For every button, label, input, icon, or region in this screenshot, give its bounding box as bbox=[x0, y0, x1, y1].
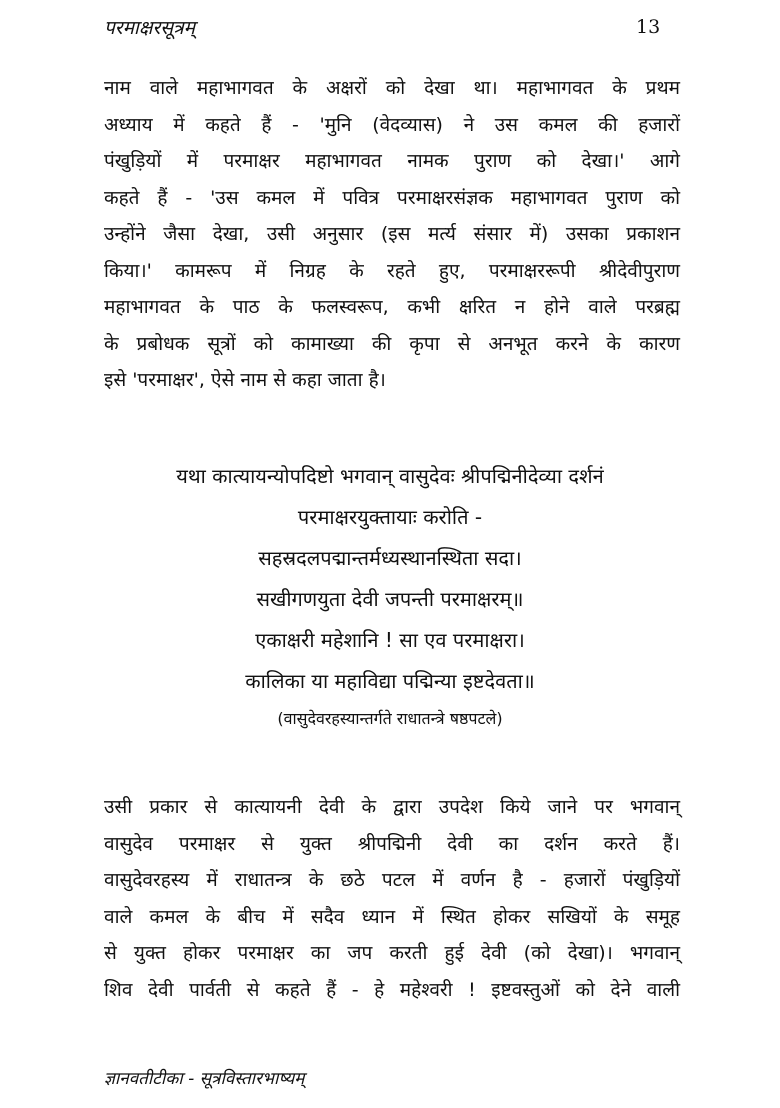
text-line: नाम वाले महाभागवत के अक्षरों को देखा था। महाभागवत के प्रथम bbox=[104, 77, 680, 99]
running-head-title: परमाक्षरसूत्रम् bbox=[104, 17, 195, 39]
footer-title: ज्ञानवतीटीका - सूत्रविस्तारभाष्यम् bbox=[104, 1069, 305, 1089]
verse-line: यथा कात्यायन्योपदिष्टो भगवान् वासुदेवः श्रीपद्मिनीदेव्या दर्शनं bbox=[176, 464, 604, 488]
text-line: से युक्त होकर परमाक्षर का जप करती हुई देवी (को देखा)। भगवान् bbox=[104, 942, 680, 964]
text-line: अध्याय में कहते हैं - 'मुनि (वेदव्यास) ने उस कमल की हजारों bbox=[104, 113, 680, 136]
text-line: पंखुड़ियों में परमाक्षर महाभागवत नामक पुराण को देखा।' आगे bbox=[104, 150, 680, 172]
text-line: इसे 'परमाक्षर', ऐसे नाम से कहा जाता है। bbox=[104, 369, 386, 391]
verse-line: एकाक्षरी महेशानि ! सा एव परमाक्षरा। bbox=[255, 628, 525, 652]
text-line: वासुदेवरहस्य में राधातन्त्र के छठे पटल में वर्णन है - हजारों पंखुड़ियों bbox=[104, 869, 680, 891]
text-line: कहते हैं - 'उस कमल में पवित्र परमाक्षरसंज्ञक महाभागवत पुराण को bbox=[104, 186, 680, 209]
text-line: महाभागवत के पाठ के फलस्वरूप, कभी क्षरित न होने वाले परब्रह्म bbox=[104, 296, 680, 318]
text-line: शिव देवी पार्वती से कहते हैं - हे महेश्वरी ! इष्टवस्तुओं को देने वाली bbox=[104, 978, 680, 1001]
verse-source-citation: (वासुदेवरहस्यान्तर्गते राधातन्त्रे षष्ठपटले) bbox=[277, 709, 503, 728]
verse-line: कालिका या महाविद्या पद्मिन्या इष्टदेवता॥ bbox=[245, 669, 535, 693]
text-line: उन्होंने जैसा देखा, उसी अनुसार (इस मर्त्य संसार में) उसका प्रकाशन bbox=[104, 223, 680, 245]
text-line: किया।' कामरूप में निग्रह के रहते हुए, परमाक्षररूपी श्रीदेवीपुराण bbox=[104, 259, 680, 282]
text-line: वासुदेव परमाक्षर से युक्त श्रीपद्मिनी देवी का दर्शन करते हैं। bbox=[104, 832, 680, 855]
verse-line: परमाक्षरयुक्तायाः करोति - bbox=[297, 505, 483, 529]
verse-line: सखीगणयुता देवी जपन्ती परमाक्षरम्॥ bbox=[256, 587, 524, 611]
text-line: के प्रबोधक सूत्रों को कामाख्या की कृपा से अनभूत करने के कारण bbox=[104, 332, 680, 355]
text-line: वाले कमल के बीच में सदैव ध्यान में स्थित होकर सखियों के समूह bbox=[104, 905, 680, 928]
paragraph-1 bbox=[104, 70, 680, 399]
sanskrit-verse-block bbox=[60, 456, 720, 736]
verse-line: सहस्रदलपद्मान्तर्मध्यस्थानस्थिता सदा। bbox=[258, 546, 522, 570]
page-number: 13 bbox=[636, 16, 661, 38]
text-line: उसी प्रकार से कात्यायनी देवी के द्वारा उपदेश किये जाने पर भगवान् bbox=[104, 796, 680, 818]
paragraph-2 bbox=[104, 789, 680, 1008]
